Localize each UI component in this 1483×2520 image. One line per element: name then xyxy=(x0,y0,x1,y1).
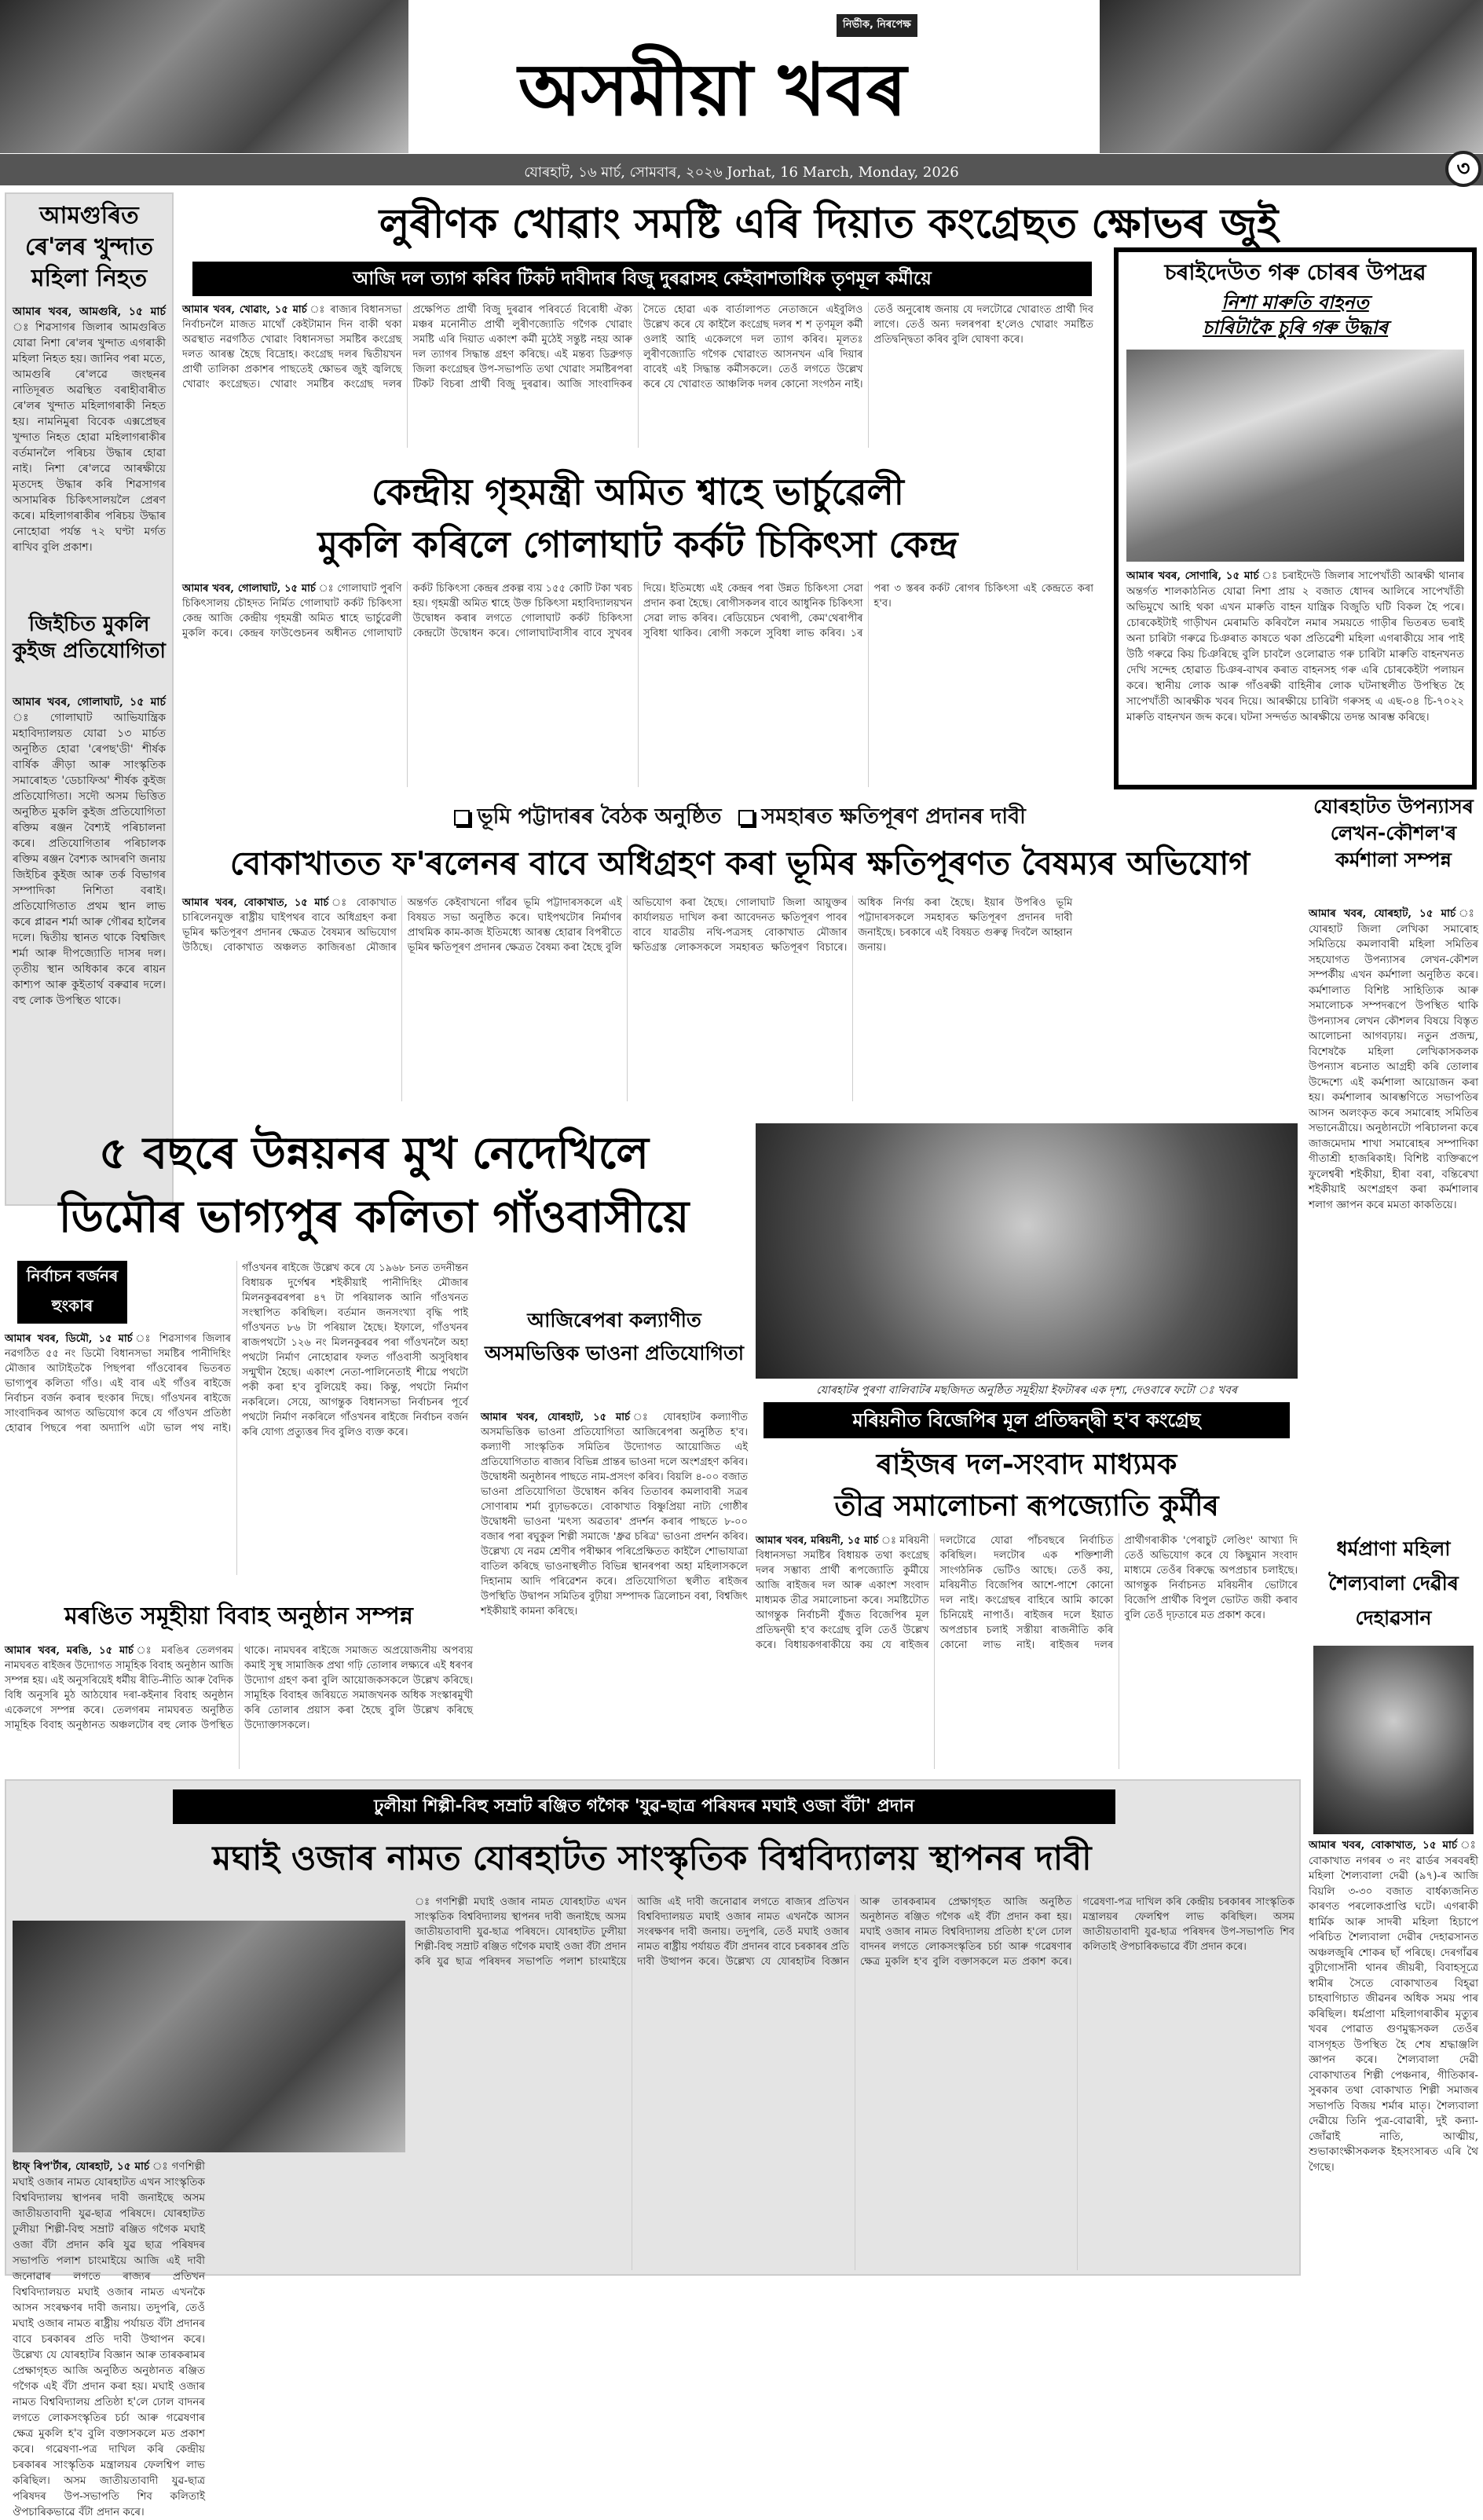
mariani-byline: আমাৰ খবৰ, মৰিয়নী, ১৫ মাৰ্চ xyxy=(756,1535,879,1547)
moranji-text: ঃ মৰঙিৰ তেলগৰম নামঘৰত ৰাইজৰ উদ্যোগত সামূহিক বিবাহ অনুষ্ঠান আজি সম্পন্ন হয়। এই অনুসৰিয়েই ধৰ্মীয় ৰীতি-নীতি আৰু বৈদিক বিধি অনুসৰি মুঠ আঠযোৰ দৰা-কইনাৰ বিবাহ অনুষ্ঠান একেলগে সম্পন্ন কৰে। তেলগৰম নামঘৰত অনুষ্ঠিত সামূহিক বিবাহ অনুষ্ঠানত অঞ্চলটোৰ বহু লোক উপস্থিত থাকে। নামঘৰৰ ৰাইজে সমাজত অপ্ৰয়োজনীয় অপব্যয় কমাই সুস্থ সামাজিক প্ৰথা গঢ়ি তোলাৰ লক্ষ্যৰে এই ধৰণৰ উদ্যোগ গ্ৰহণ কৰা বুলি আয়োজকসকলে উল্লেখ কৰিছে। সামূহিক বিবাহৰ জৰিয়তে সমাজখনক অধিক সংস্কাৰমুখী কৰি তোলাৰ প্ৰয়াস কৰা হৈছে বুলি উল্লেখ কৰিছে উদ্যোক্তাসকলে। xyxy=(5,1645,473,1731)
novel-headline: যোৰহাটত উপন্যাসৰ লেখন-কৌশল'ৰ কৰ্মশালা সম্পন্ন xyxy=(1313,795,1474,871)
cattle-text: ঃ চৰাইদেউ জিলাৰ সাপেখাঁতী আৰক্ষী থানাৰ অন্তৰ্গত শালকাঠনিত যোৱা নিশা প্ৰায় ২ বজাত ধোদৰ আলিৰে সাপেখাঁতী অভিমুখে আহি থকা এখন মাৰুতি বাহন যান্ত্ৰিক বিজুতি ঘটি বিকল হৈ পৰে। চোৰকেইটাই গাড়ীখন মেৰামতি কৰিবলৈ নমাৰ সময়তে গাড়ীৰ ভিতৰত ভৰাই অনা চাৰিটা গৰুৱে চিঞৰাত কাষতে থকা প্ৰতিৱেশী মহিলা এগৰাকীয়ে সাৰ পাই উঠি গৰুৱে কিয় চিঞৰিছে বুলি চাবলৈ ওলোৱাত গৰু চাৰিটা মাৰুতি বাহনখনত দেখি সন্দেহ হোৱাত চিঞৰ-বাখৰ কৰাত বাহনসহ গৰু এৰি চোৰকেইটা পলায়ন কৰে। স্থানীয় লোক আৰু গাঁওৰক্ষী বাহিনীৰ লোক ঘটনাস্থলীত উপস্থিত হৈ সাপেখাঁতী আৰক্ষীক খবৰ দিয়ে। আৰক্ষীয়ে চাৰিটা গৰুসহ এ এছ-০৪ চি-৭০২২ মাৰুতি বাহনখন জব্দ কৰে। ঘটনা সন্দৰ্ভত আৰক্ষীয়ে তদন্ত আৰম্ভ কৰিছে। xyxy=(1126,570,1464,723)
cattle-body xyxy=(1126,568,1464,771)
dimow-text: ঃ শিৱসাগৰ জিলাৰ নৱগঠিত ৫৫ নং ডিমৌ বিধানসভা সমষ্টিৰ পানীদিহিং মৌজাৰ আটাইতকৈ পিছপৰা গাঁওবোৰৰ ভিতৰত ভাগ্যপুৰ কলিতা গাঁও। এই বাৰ এই গাঁওৰ ৰাইজে নিৰ্বাচন বৰ্জন কৰাৰ হুংকাৰ দিছে। গাঁওখনৰ ৰাইজে সাংবাদিকৰ আগত অভিযোগ কৰে যে গাঁওখন প্ৰতিষ্ঠা হোৱাৰ পিছৰে পৰা অদ্যাপি এটা ভাল পথ নাই। গাঁওখনৰ ৰাইজে উল্লেখ কৰে যে ১৯৬৮ চনত তদনীন্তন বিধায়ক দুৰ্গেশ্বৰ শইকীয়াই পানীদিহিং মৌজাৰ মিলনকুৰৱৰপৰা ৪৭ টা পৰিয়ালক আনি গাঁওখনত সংস্থাপিত কৰিছিল। বৰ্তমান জনসংখ্যা বৃদ্ধি পাই গাঁওখনত ৮৬ টা পৰিয়াল হৈছে। ইফালে, গাঁওখনৰ ৰাজপথটো ১২৬ নং মিলনকুৰৱৰ পৰা গাঁওখনলৈ অহা পথটো নিৰ্মাণ নোহোৱাৰ ফলত গাঁওবাসী অসুবিধাৰ সন্মুখীন হৈছে। একাংশ নেতা-পালিনেতাই শীঘ্ৰে পথটো পকী কৰা হ'ব বুলিয়েই কয়। কিন্তু, পথটো নিৰ্মাণ নকৰিলে। সেয়ে, আগন্তুক বিধানসভা নিৰ্বাচনৰ পূৰ্বে পথটো নিৰ্মাণ নকৰিলে গাঁওখনৰ ৰাইজে নিৰ্বাচন বৰ্জন কৰি যোগ্য প্ৰত্যুত্তৰ দিব বুলিও ব্যক্ত কৰে। xyxy=(5,1262,468,1438)
left2-body xyxy=(13,694,166,1181)
left2-byline: আমাৰ খবৰ, গোলাঘাট, ১৫ মাৰ্চ xyxy=(13,696,166,709)
obit-text: বোকাখাত নগৰৰ ৩ নং ৱাৰ্ডৰ সৰবৰহী মহিলা শৈল্যবালা দেৱী (৯৭)-ৰ আজি বিয়লি ৩-৩০ বজাত বাৰ্ধক্যজনিত কাৰণত পৰলোকপ্ৰাপ্তি ঘটে। এগৰাকী ধাৰ্মিক আৰু সাদৰী মহিলা হিচাপে পৰিচিত শৈল্যবালা দেৱীৰ দেহাৱসানত অঞ্চলজুৰি শোকৰ ছাঁ পৰিছে। দেৰগাঁৱৰ বুঢ়ীগোসাঁনী থানৰ জীয়ৰী, বিবাহসূত্ৰে স্বামীৰ সৈতে বোকাখাতৰ বিহ্‌ৱা চাহবাগিচাত জীৱনৰ অধিক সময় পাৰ কৰিছিল। ধৰ্মপ্ৰাণা মহিলাগৰাকীৰ মৃত্যুৰ খবৰ পোৱাত গুণমুগ্ধসকল তেওঁৰ বাসগৃহত উপস্থিত হৈ শেষ শ্ৰদ্ধাঞ্জলি জ্ঞাপন কৰে। শৈল্যবালা দেৱী বোকাখাতৰ শিল্পী পেঞ্চনাৰ, গীতিকাৰ-সুৰকাৰ তথা বোকাখাত শিল্পী সমাজৰ সভাপতি বিজয় শৰ্মাৰ মাতৃ। শৈল্যবালা দেৱীয়ে তিনি পুত্ৰ-বোৱাৰী, দুই কন্যা-জোঁৱাই নাতি, আত্মীয়, শুভাকাংক্ষীসকলক ইহসংসাৰত এৰি থৈ গৈছে। xyxy=(1309,1854,1478,2174)
dateline: যোৰহাট, ১৬ মাৰ্চ, সোমবাৰ, ২০২৬ Jorhat, 16 March, Monday, 2026 xyxy=(524,164,959,181)
bokakhat-text: ঃ বোকাখাত চাৰিলেনযুক্ত ৰাষ্ট্ৰীয় ঘাইপথৰ বাবে অধিগ্ৰহণ কৰা ভূমিৰ ক্ষতিপূৰণ প্ৰদানৰ ক্ষেত্ৰত বৈষম্যৰ অভিযোগ উঠিছে। বোকাখাত অঞ্চলত কাজিৰঙা মৌজাৰ অন্তৰ্গত কেইবাখনো গাঁৱৰ ভূমি পট্টাদাৰসকলে এই বিষয়ত সভা অনুষ্ঠিত কৰে। ঘাইপথটোৰ নিৰ্মাণৰ প্ৰাথমিক কাম-কাজ ইতিমধ্যে আৰম্ভ হোৱাৰ বিপৰীতে ভূমিৰ ক্ষতিপূৰণ প্ৰদানৰ ক্ষেত্ৰত বৈষম্য কৰা হৈছে বুলি অভিযোগ কৰা হৈছে। গোলাঘাট জিলা আয়ুক্তৰ কাৰ্যালয়ত দাখিল কৰা আবেদনত ক্ষতিপূৰণ পাবৰ বাবে যাৱতীয় নথি-পত্ৰসহ বোকাখাত মৌজাৰ ক্ষতিগ্ৰস্ত লোকসকলে সমহাৰত ক্ষতিপূৰণ বিচাৰে। অধিক নিৰ্ণয় কৰা হৈছে। ইয়াৰ উপৰিও ভূমি পট্টাদাৰসকলে সমহাৰত ক্ষতিপূৰণ প্ৰদানৰ দাবী জনাইছে। চৰকাৰে এই বিষয়ত গুৰুত্ব দিবলৈ আহ্বান জনায়। xyxy=(182,897,1073,954)
dimow-byline: আমাৰ খবৰ, ডিমৌ, ১৫ মাৰ্চ xyxy=(5,1333,133,1345)
iftar-photo xyxy=(756,1123,1298,1379)
cattle-box xyxy=(1114,247,1477,789)
lead-byline: আমাৰ খবৰ, খোৱাং, ১৫ মাৰ্চ xyxy=(182,304,307,316)
moranji-body xyxy=(5,1643,473,1769)
maghai-text: ঃ গণশিল্পী মঘাই ওজাৰ নামত যোৰহাটত এখন সাংস্কৃতিক বিশ্ববিদ্যালয় স্থাপনৰ দাবী জনাইছে অসম জাতীয়তাবাদী যুৱ-ছাত্ৰ পৰিষদে। যোৰহাটত ঢুলীয়া শিল্পী-বিহু সম্ৰাট ৰঞ্জিত গগৈক মঘাই ওজা বঁটা প্ৰদান কৰি যুৱ ছাত্ৰ পৰিষদৰ সভাপতি পলাশ চাংমাইয়ে আজি এই দাবী জনোৱাৰ লগতে ৰাজ্যৰ প্ৰতিখন বিশ্ববিদ্যালয়ত মঘাই ওজাৰ নামত এখনকৈ আসন সংৰক্ষণৰ দাবী জনায়। তদুপৰি, তেওঁ মঘাই ওজাৰ নামত ৰাষ্ট্ৰীয় পৰ্যায়ত বঁটা প্ৰদানৰ বাবে চৰকাৰৰ প্ৰতি দাবী উত্থাপন কৰে। উল্লেখ্য যে যোৰহাটৰ বিজ্ঞান আৰু তাৰকৰামৰ প্ৰেক্ষাগৃহত আজি অনুষ্ঠিত অনুষ্ঠানত ৰঞ্জিত গগৈক এই বঁটা প্ৰদান কৰা হয়। মঘাই ওজাৰ নামত বিশ্ববিদ্যালয় প্ৰতিষ্ঠা হ'লে ঢোল বাদনৰ লগতে লোকসংস্কৃতিৰ চৰ্চা আৰু গৱেষণাৰ ক্ষেত্ৰ মুকলি হ'ব বুলি বক্তাসকলে মত প্ৰকাশ কৰে। গৱেষণা-পত্ৰ দাখিল কৰি কেন্দ্ৰীয় চৰকাৰৰ সাংস্কৃতিক মন্ত্ৰালয়ৰ ফেলশ্বিপ লাভ কৰিছিল। অসম জাতীয়তাবাদী যুৱ-ছাত্ৰ পৰিষদৰ উপ-সভাপতি শিব কলিতাই ঔপচাৰিকভাৱে বঁটা প্ৰদান কৰে। xyxy=(13,2160,206,2518)
lead-subhead: আজি দল ত্যাগ কৰিব টিকট দাবীদাৰ বিজু দুৰৱাসহ কেইবাশতাধিক তৃণমূল কৰ্মীয়ে xyxy=(192,262,1092,296)
obit-headline: ধৰ্মপ্ৰাণা মহিলা শৈল্যবালা দেৱীৰ দেহাৱসান xyxy=(1328,1537,1459,1629)
maghai-headline: মঘাই ওজাৰ নামত যোৰহাটত সাংস্কৃতিক বিশ্ববিদ্যালয় স্থাপনৰ দাবী xyxy=(212,1839,1092,1878)
novel-byline: আমাৰ খবৰ, যোৰহাট, ১৫ মাৰ্চ xyxy=(1309,907,1456,920)
maghai-body-lead xyxy=(13,2159,206,2518)
maghai-body xyxy=(415,1895,1294,2270)
moranji-headline: মৰঙিত সমূহীয়া বিবাহ অনুষ্ঠান সম্পন্ন xyxy=(64,1602,413,1630)
cattle-subhead1: নিশা মাৰুতি বাহনত xyxy=(1221,291,1369,313)
mariani-text: ঃ মৰিয়নী বিধানসভা সমষ্টিৰ বিধায়ক তথা কংগ্ৰেছ দলৰ সম্ভাব্য প্ৰাৰ্থী ৰূপজ্যোতি কুৰ্মীয়ে আজি ৰাইজৰ দল আৰু একাংশ সংবাদ মাধ্যমক তীব্ৰ সমালোচনা কৰে। সমষ্টিটোত আগন্তুক নিৰ্বাচনী যুঁজত বিজেপিৰ মূল প্ৰতিদ্বন্দ্বী হ'ব কংগ্ৰেছ বুলি তেওঁ উল্লেখ কৰে। বিধায়কগৰাকীয়ে কয় যে ৰাইজৰ দলটোৱে যোৱা পাঁচবছৰে নিৰ্বাচিত কৰিছিল। দলটোৰ এক শক্তিশালী সাংগঠনিক ভেটিও আছে। তেওঁ কয়, মৰিয়নীত বিজেপিৰ আশে-পাশে কোনো দল নাই। কংগ্ৰেছৰ বাহিৰে আমি কাকো চিনিয়েই নাপাওঁ। ৰাইজৰ দলে ইয়াত অপপ্ৰচাৰ চলাই সস্তীয়া ৰাজনীতি কৰি কোনো লাভ নাই। ৰাইজৰ দলৰ প্ৰাৰ্থীগৰাকীক 'পেৰাচুট লেণ্ডিং' আখ্যা দি তেওঁ অভিযোগ কৰে যে কিছুমান সংবাদ মাধ্যমে তেওঁৰ বিৰুদ্ধে অপপ্ৰচাৰ চলাইছে। আগন্তুক নিৰ্বাচনত মৰিয়নীৰ ভোটাৰে বিজেপি প্ৰাৰ্থীক বিপুল ভোটত জয়ী কৰাব বুলি তেওঁ দৃঢ়তাৰে মত প্ৰকাশ কৰে। xyxy=(756,1535,1298,1651)
cattle-byline: আমাৰ খবৰ, সোণাৰি, ১৫ মাৰ্চ xyxy=(1126,570,1259,582)
novel-text: যোৰহাট জিলা লেখিকা সমাৰোহ সমিতিয়ে কমলাবাৰী মহিলা সমিতিৰ সহযোগত উপন্যাসৰ লেখন-কৌশল সম্পৰ্কীয় এখন কৰ্মশালা অনুষ্ঠিত কৰে। কৰ্মশালাত বিশিষ্ট সাহিত্যিক আৰু সমালোচক সম্পদৰূপে উপস্থিত থাকি উপন্যাসৰ লেখন কৌশলৰ বিষয়ে বিস্তৃত আলোচনা আগবঢ়ায়। নতুন প্ৰজন্ম, বিশেষকৈ মহিলা লেখিকাসকলক উপন্যাস ৰচনাত আগ্ৰহী কৰি তোলাৰ উদ্দেশ্যে এই কৰ্মশালা আয়োজন কৰা হয়। কৰ্মশালাৰ আৰম্ভণিতে সভাপতিৰ আসন অলংকৃত কৰে সমাৰোহ সমিতিৰ সভানেত্ৰীয়ে। অনুষ্ঠানটো পৰিচালনা কৰে জাজমেদাম শাখা সমাৰোহৰ সম্পাদিকা গীতাশ্ৰী হাজৰিকাই। বিশিষ্ট ব্যক্তিৰূপে ফুলেশ্বৰী শইকীয়া, হীৰা বৰা, বন্তিৰেখা শইকীয়াই অংশগ্ৰহণ কৰা কৰ্মশালাৰ শলাগ জ্ঞাপন কৰে মমতা কাকতিয়ে। xyxy=(1309,922,1478,1211)
bokakhat-body xyxy=(182,896,1298,1101)
bullets-row xyxy=(182,801,1298,833)
checkbox-icon xyxy=(454,810,470,826)
mariani-headline-2: তীব্ৰ সমালোচনা ৰূপজ্যোতি কুৰ্মীৰ xyxy=(834,1490,1219,1522)
left1-text: ঃ শিৱসাগৰ জিলাৰ আমগুৰিত যোৱা নিশা ৰে'লৰ খুন্দাত এগৰাকী মহিলা নিহত হয়। জানিব পৰা মতে, আমগুৰি ৰে'লৱে জংছনৰ নাতিদূৰত অৱস্থিত বৰাহীবাৰীত ৰে'লৰ খুন্দাত মহিলাগৰাকী নিহত হয়। নামনিমুৰা বিবেক এক্সপ্ৰেছৰ খুন্দাত নিহত হোৱা মহিলাগৰাকীৰ বৰ্তমানলৈ পৰিচয় উদ্ধাৰ হোৱা নাই। নিশা ৰে'লৱে আৰক্ষীয়ে মৃতদেহ উদ্ধাৰ কৰি শিৱসাগৰ অসামৰিক চিকিৎসালয়লৈ প্ৰেৰণ কৰে। মহিলাগৰাকীৰ পৰিচয় উদ্ধাৰ নোহোৱা পৰ্যন্ত ৭২ ঘণ্টা মৰ্গত ৰাখিব বুলি প্ৰকাশ। xyxy=(13,321,166,554)
cattle-subhead2: চাৰিটাকৈ চুৰি গৰু উদ্ধাৰ xyxy=(1202,317,1389,339)
left1-byline: আমাৰ খবৰ, আমগুৰি, ১৫ মাৰ্চ xyxy=(13,306,166,318)
masthead-photo-left xyxy=(0,0,408,153)
left1-body xyxy=(13,304,166,606)
masthead-logo xyxy=(487,8,1037,153)
bhaona-body xyxy=(481,1410,748,1661)
amit-headline-2: মুকলি কৰিলে গোলাঘাট কৰ্কট চিকিৎসা কেন্দ্ৰ xyxy=(317,523,958,566)
cattle-headline: চৰাইদেউত গৰু চোৰৰ উপদ্ৰৱ xyxy=(1164,259,1426,285)
checkbox-icon xyxy=(738,810,754,826)
obit-byline: আমাৰ খবৰ, বোকাখাত, ১৫ মাৰ্চ xyxy=(1309,1839,1458,1852)
masthead-title: অসমীয়া খবৰ xyxy=(518,48,907,132)
maghai-byline: ষ্টাফ্ ৰিপ'ৰ্টাৰ, যোৰহাট, ১৫ মাৰ্চ xyxy=(13,2160,150,2173)
dimow-tag-1: নিৰ্বাচন বৰ্জনৰ xyxy=(26,1266,119,1285)
amit-byline: আমাৰ খবৰ, গোলাঘাট, ১৫ মাৰ্চ xyxy=(182,583,316,595)
bhaona-byline: আমাৰ খবৰ, যোৰহাট, ১৫ মাৰ্চ xyxy=(481,1412,631,1423)
page-number: ৩ xyxy=(1445,151,1481,187)
masthead-tagline: নিৰ্ভীক, নিৰপেক্ষ xyxy=(837,14,917,37)
bullet-item-2: সমহাৰত ক্ষতিপূৰণ প্ৰদানৰ দাবী xyxy=(761,804,1026,829)
right-column-novel xyxy=(1309,793,1478,1524)
obit-body xyxy=(1309,1838,1478,2278)
dimow-headline-1: ৫ বছৰে উন্নয়নৰ মুখ নেদেখিলে xyxy=(99,1128,649,1179)
dimow-body xyxy=(5,1261,468,1575)
obit-portrait xyxy=(1313,1646,1474,1834)
lead-headline: লুৰীণক খোৱাং সমষ্টি এৰি দিয়াত কংগ্ৰেছত ক্ষোভৰ জুই xyxy=(379,200,1279,247)
maghai-photo xyxy=(13,1921,405,2152)
left2-headline: জিইচিত মুকলি কুইজ প্ৰতিযোগিতা xyxy=(13,613,166,663)
amit-text: ঃ গোলাঘাট পুৰণি চিকিৎসালয় চৌহদত নিৰ্মিত গোলাঘাট কৰ্কট চিকিৎসা কেন্দ্ৰ আজি কেন্দ্ৰীয় গৃহমন্ত্ৰী অমিত শ্বাহে ভাৰ্চুৱেলী মুকলি কৰে। কেন্দ্ৰৰ ফাউণ্ডেচনৰ অধীনত গোলাঘাট কৰ্কট চিকিৎসা কেন্দ্ৰৰ প্ৰকল্প ব্যয় ১৫৫ কোটি টকা খৰচ হয়। গৃহমন্ত্ৰী অমিত শ্বাহে উক্ত চিকিৎসা মহাবিদ্যালয়খন উদ্বোধন কৰাৰ লগতে গোলাঘাট কৰ্কট চিকিৎসা কেন্দ্ৰটো উদ্বোধন কৰে। গোলাঘাটবাসীৰ বাবে সুখবৰ দিয়ে। ইতিমধ্যে এই কেন্দ্ৰৰ পৰা উন্নত চিকিৎসা সেৱা প্ৰদান কৰা হৈছে। ৰোগীসকলৰ বাবে আধুনিক চিকিৎসা সেৱা লাভ কৰিব। ৰেডিয়েচন থেৰাপী, কেম'থেৰাপীৰ সুবিধা থাকিব। ৰোগী সকলে সুবিধা লাভ কৰিব। ১ৰ পৰা ৩ স্তৰৰ কৰ্কট ৰোগৰ চিকিৎসা এই কেন্দ্ৰতে কৰা হ'ব। xyxy=(182,583,1093,639)
maghai-text-continued: ঃ গণশিল্পী মঘাই ওজাৰ নামত যোৰহাটত এখন সাংস্কৃতিক বিশ্ববিদ্যালয় স্থাপনৰ দাবী জনাইছে অসম জাতীয়তাবাদী যুৱ-ছাত্ৰ পৰিষদে। যোৰহাটত ঢুলীয়া শিল্পী-বিহু সম্ৰাট ৰঞ্জিত গগৈক মঘাই ওজা বঁটা প্ৰদান কৰি যুৱ ছাত্ৰ পৰিষদৰ সভাপতি পলাশ চাংমাইয়ে আজি এই দাবী জনোৱাৰ লগতে ৰাজ্যৰ প্ৰতিখন বিশ্ববিদ্যালয়ত মঘাই ওজাৰ নামত এখনকৈ আসন সংৰক্ষণৰ দাবী জনায়। তদুপৰি, তেওঁ মঘাই ওজাৰ নামত ৰাষ্ট্ৰীয় পৰ্যায়ত বঁটা প্ৰদানৰ বাবে চৰকাৰৰ প্ৰতি দাবী উত্থাপন কৰে। উল্লেখ্য যে যোৰহাটৰ বিজ্ঞান আৰু তাৰকৰামৰ প্ৰেক্ষাগৃহত আজি অনুষ্ঠিত অনুষ্ঠানত ৰঞ্জিত গগৈক এই বঁটা প্ৰদান কৰা হয়। মঘাই ওজাৰ নামত বিশ্ববিদ্যালয় প্ৰতিষ্ঠা হ'লে ঢোল বাদনৰ লগতে লোকসংস্কৃতিৰ চৰ্চা আৰু গৱেষণাৰ ক্ষেত্ৰ মুকলি হ'ব বুলি বক্তাসকলে মত প্ৰকাশ কৰে। গৱেষণা-পত্ৰ দাখিল কৰি কেন্দ্ৰীয় চৰকাৰৰ সাংস্কৃতিক মন্ত্ৰালয়ৰ ফেলশ্বিপ লাভ কৰিছিল। অসম জাতীয়তাবাদী যুৱ-ছাত্ৰ পৰিষদৰ উপ-সভাপতি শিব কলিতাই ঔপচাৰিকভাৱে বঁটা প্ৰদান কৰে। xyxy=(415,1896,1294,1968)
maghai-band: ঢুলীয়া শিল্পী-বিহু সম্ৰাট ৰঞ্জিত গগৈক 'যুৱ-ছাত্ৰ পৰিষদৰ মঘাই ওজা বঁটা' প্ৰদান xyxy=(173,1789,1115,1824)
left1-headline: আমগুৰিত ৰে'লৰ খুন্দাত মহিলা নিহত xyxy=(25,202,153,292)
cattle-photo xyxy=(1126,350,1464,562)
masthead-photo-right xyxy=(1100,0,1483,153)
dimow-headline-2: ডিমৌৰ ভাগ্যপুৰ কলিতা গাঁওবাসীয়ে xyxy=(58,1192,690,1243)
lead-body xyxy=(182,302,1093,448)
left-sidebar xyxy=(5,192,174,1206)
bhaona-headline: আজিৰেপৰা কল্যাণীত অসমভিত্তিক ভাওনা প্ৰতিযোগিতা xyxy=(484,1309,745,1364)
mariani-headline-1: ৰাইজৰ দল-সংবাদ মাধ্যমক xyxy=(876,1449,1177,1481)
amit-headline-1: কেন্দ্ৰীয় গৃহমন্ত্ৰী অমিত শ্বাহে ভাৰ্চুৱেলী xyxy=(372,471,904,513)
left2-text: ঃ গোলাঘাট আভিযান্ত্ৰিক মহাবিদ্যালয়ত যোৱা ১৩ মাৰ্চত অনুষ্ঠিত হোৱা 'ৰেপছ'ডী' শীৰ্ষক বাৰ্ষিক ক্ৰীড়া আৰু সাংস্কৃতিক সমাৰোহত 'ডেচাফিঅ' শীৰ্ষক কুইজ প্ৰতিযোগিতা। সদৌ অসম ভিত্তিত অনুষ্ঠিত মুকলি কুইজ প্ৰতিযোগিতা ৰক্তিম ৰঞ্জন বৈশ্যই পৰিচালনা কৰে। প্ৰতিযোগিতাৰ পৰিচালক ৰক্তিম ৰঞ্জন বৈশ্যক আদৰণি জনায় জিইচিৰ কুইজ আৰু তৰ্ক বিভাগৰ সম্পাদিকা নিশিতা বৰাই। প্ৰতিযোগিতাত প্ৰথম স্থান লাভ কৰে প্লাৱন শৰ্মা আৰু গৌৰৱ হালৈৰ দলে। দ্বিতীয় স্থানত থাকে বিশ্বজিৎ শৰ্মা আৰু দীপজ্যোতি দাসৰ দল। তৃতীয় স্থান অধিকাৰ কৰে ৰায়ন কাশ্যপ আৰু কুইতাৰ্থ বৰুৱাৰ দলে। বহু লোক উপস্থিত থাকে। xyxy=(13,712,166,1007)
bhaona-text: ঃ যোৰহাটৰ কল্যাণীত অসমভিত্তিক ভাওনা প্ৰতিযোগিতা আজিৰেপৰা অনুষ্ঠিত হ'ব। কল্যাণী সাংস্কৃতিক সমিতিৰ উদ্যোগত আয়োজিত এই প্ৰতিযোগিতাত ৰাজ্যৰ বিভিন্ন প্ৰান্তৰ ভাওনা দলে অংশগ্ৰহণ কৰিব। উদ্বোধনী অনুষ্ঠানৰ পাছতে নাম-প্ৰসংগ কৰিব। বিয়লি ৪-০০ বজাত ভাওনা প্ৰতিযোগিতা উদ্বোধন কৰিব তিতাবৰ কমলাবাৰী সত্ৰৰ সোণাৰাম শৰ্মা বুঢ়াভকতে। বোকাখাত বিষ্ণুপ্ৰিয়া নাট্য গোষ্ঠীৰ উদ্বোধনী ভাওনা 'মৎস্য অৱতাৰ' প্ৰদৰ্শন কৰাৰ পাছতে ৮-০০ বজাৰ পৰা ৰঘুকুল শিল্পী সমাজে 'ধ্ৰুৱ চৰিত্ৰ' ভাওনা প্ৰদৰ্শন কৰিব। উল্লেখ্য যে নৱম শ্ৰেণীৰ পৰীক্ষাৰ পৰিপ্ৰেক্ষিতত কাইলৈ শোভাযাত্ৰা বাতিল কৰিছে ভাওনাস্থলীত বিভিন্ন স্থানৰপৰা অহা মহিলাসকলে দিহানাম আদি পৰিৱেশন কৰে। প্ৰতিযোগিতা স্থলীত ৰাইজৰ উপস্থিতি উদ্বাপন সমিতিৰ বুঢ়ীয়া সম্পাদক ত্ৰিলোচন বৰা, বিশ্বজিৎ শইকীয়াই কামনা কৰিছে। xyxy=(481,1412,748,1617)
mariani-band: মৰিয়নীত বিজেপিৰ মূল প্ৰতিদ্বন্দ্বী হ'ব কংগ্ৰেছ xyxy=(763,1402,1290,1438)
mariani-body xyxy=(756,1533,1298,1769)
lead-text: ঃ ৰাজ্যৰ বিধানসভা নিৰ্বাচনলৈ মাজত মাথোঁ কেইটামান দিন বাকী থকা অৱস্থাত নৱগঠিত খোৱাং বিধানসভা সমষ্টিৰ কংগ্ৰেছ দলত আৰম্ভ হৈছে বিদ্ৰোহ। কংগ্ৰেছ দলৰ দ্বিতীয়খন প্ৰাৰ্থী তালিকা প্ৰকাশৰ পাছতেই ক্ষোভৰ জুই জ্বলিছে খোৱাং কংগ্ৰেছত। খোৱাং সমষ্টিৰ কংগ্ৰেছ দলৰ প্ৰক্ষেপিত প্ৰাৰ্থী বিজু দুৰৱাৰ পৰিবৰ্তে বিৰোধী ঐক্য মঞ্চৰ মনোনীত প্ৰাৰ্থী লুৰীণজ্যোতি গগৈক খোৱাং সমষ্টি এৰি দিয়াত একাংশ কৰ্মী মুঠেই সন্তুষ্ট নহয় আৰু দল ত্যাগৰ সিদ্ধান্ত গ্ৰহণ কৰিছে। এই মন্তব্য ডিব্ৰুগড় জিলা কংগ্ৰেছৰ উপ-সভাপতি তথা খোৱাং সমষ্টিৰপৰা টিকট বিচৰা প্ৰাৰ্থী বিজু দুৰৱাৰ। আজি সাংবাদিকৰ সৈতে হোৱা এক বাৰ্তালাপত নেতাজনে এইবুলিও উল্লেখ কৰে যে কাইলৈ কংগ্ৰেছ দলৰ শ শ তৃণমূল কৰ্মী ওলাই আহি একেলগে দল ত্যাগ কৰিব। মূলতঃ লুৰীণজ্যোতি গগৈক খোৱাংত আসনখন এৰি দিয়াৰ বাবেই এই সিদ্ধান্ত কৰ্মীসকলে। তেওঁ লগতে উল্লেখ কৰে যে খোৱাংত আঞ্চলিক দলৰ কোনো সংগঠন নাই। তেওঁ অনুৰোধ জনায় যে দলটোৱে খোৱাংত প্ৰাৰ্থী দিব লাগে। তেওঁ অন্য দলৰপৰা হ'লেও খোৱাং সমষ্টিত প্ৰতিদ্বন্দ্বিতা কৰিব বুলি ঘোষণা কৰে। xyxy=(182,304,1093,390)
dimow-tag-spacer xyxy=(5,1261,231,1331)
dateline-bar xyxy=(0,154,1483,185)
bullet-item-1: ভূমি পট্টাদাৰৰ বৈঠক অনুষ্ঠিত xyxy=(477,804,722,829)
iftar-caption: যোৰহাটৰ পুৰণা বালিবাটৰ মছজিদত অনুষ্ঠিত সমূহীয়া ইফটাৰৰ এক দৃশ্য, দেওবাৰে ফটো ঃ খবৰ xyxy=(816,1384,1237,1397)
dimow-tag-2: হুংকাৰ xyxy=(51,1296,93,1315)
bokakhat-headline: বোকাখাতত ফ'ৰলেনৰ বাবে অধিগ্ৰহণ কৰা ভূমিৰ ক্ষতিপূৰণত বৈষম্যৰ অভিযোগ xyxy=(229,844,1250,882)
amit-body xyxy=(182,581,1093,787)
novel-body xyxy=(1309,907,1478,1511)
bokakhat-byline: আমাৰ খবৰ, বোকাখাত, ১৫ মাৰ্চ xyxy=(182,897,329,909)
moranji-byline: আমাৰ খবৰ, মৰঙি, ১৫ মাৰ্চ xyxy=(5,1645,134,1657)
